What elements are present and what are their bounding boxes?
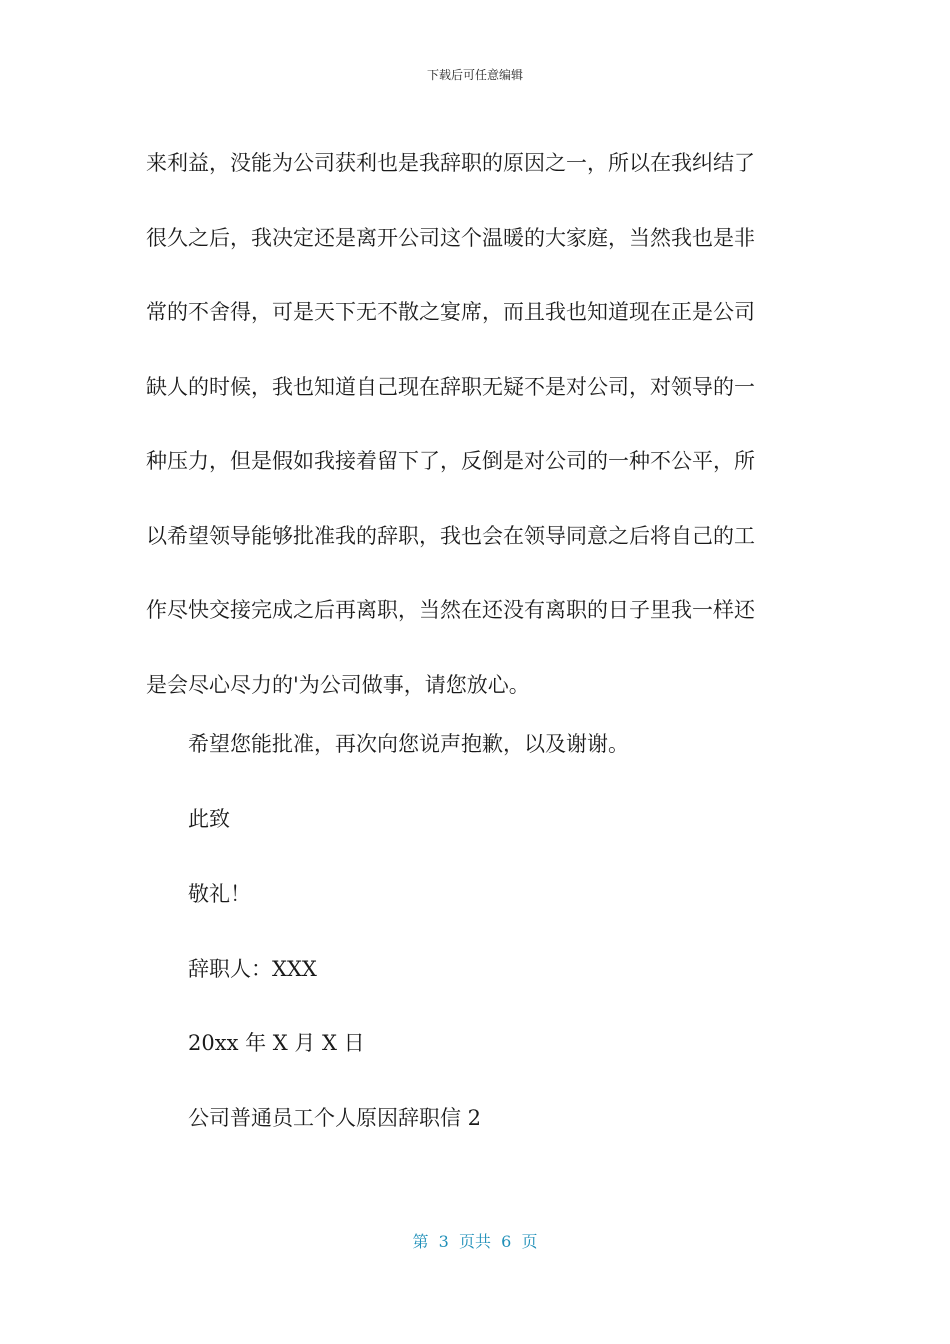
salutation-line-1: 此致 [188,807,230,831]
body-line: 以希望领导能够批准我的辞职，我也会在领导同意之后将自己的工 [146,523,755,548]
closing-paragraph: 希望您能批准，再次向您说声抱歉，以及谢谢。 [188,732,629,756]
signer-line: 辞职人：XXX [188,957,317,981]
body-line: 是会尽心尽力的'为公司做事，请您放心。 [146,672,530,697]
page-header: 下载后可任意编辑 [426,68,523,82]
page-number-label: 第 3 页共 6 页 [412,1232,538,1251]
body-line: 作尽快交接完成之后再离职，当然在还没有离职的日子里我一样还 [146,598,755,622]
body-line: 很久之后，我决定还是离开公司这个温暖的大家庭，当然我也是非 [146,225,755,250]
next-letter-title: 公司普通员工个人原因辞职信 2 [188,1106,482,1130]
body-line: 种压力，但是假如我接着留下了，反倒是对公司的一种不公平，所 [146,449,755,473]
date-line: 20xx 年 X 月 X 日 [188,1031,365,1055]
body-line: 缺人的时候，我也知道自己现在辞职无疑不是对公司，对领导的一 [146,374,755,399]
body-line: 来利益，没能为公司获利也是我辞职的原因之一，所以在我纠结了 [146,151,755,175]
body-line: 常的不舍得，可是天下无不散之宴席，而且我也知道现在正是公司 [146,300,755,324]
salutation-line-2: 敬礼！ [188,882,251,906]
letter-body [146,126,794,722]
page-footer [0,1229,950,1252]
